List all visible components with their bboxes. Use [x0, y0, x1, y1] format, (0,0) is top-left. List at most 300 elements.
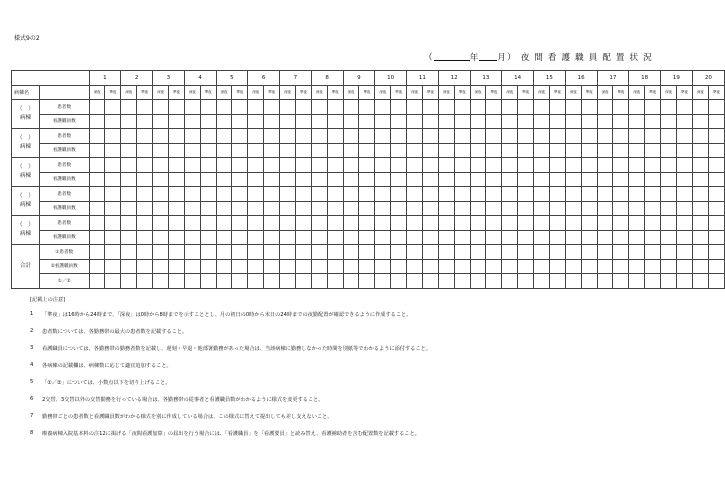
- data-cell[interactable]: [534, 201, 550, 216]
- data-cell[interactable]: [708, 245, 724, 260]
- data-cell[interactable]: [581, 158, 597, 173]
- data-cell[interactable]: [692, 274, 708, 289]
- data-cell[interactable]: [613, 129, 629, 144]
- data-cell[interactable]: [486, 245, 502, 260]
- data-cell[interactable]: [565, 201, 581, 216]
- data-cell[interactable]: [137, 245, 153, 260]
- data-cell[interactable]: [534, 274, 550, 289]
- data-cell[interactable]: [486, 114, 502, 129]
- data-cell[interactable]: [391, 158, 407, 173]
- data-cell[interactable]: [629, 274, 645, 289]
- data-cell[interactable]: [327, 216, 343, 231]
- data-cell[interactable]: [470, 143, 486, 158]
- data-cell[interactable]: [676, 216, 692, 231]
- data-cell[interactable]: [264, 274, 280, 289]
- data-cell[interactable]: [89, 100, 105, 115]
- data-cell[interactable]: [407, 216, 423, 231]
- data-cell[interactable]: [311, 245, 327, 260]
- data-cell[interactable]: [248, 216, 264, 231]
- data-cell[interactable]: [629, 216, 645, 231]
- data-cell[interactable]: [708, 230, 724, 245]
- data-cell[interactable]: [137, 230, 153, 245]
- data-cell[interactable]: [645, 230, 661, 245]
- data-cell[interactable]: [200, 158, 216, 173]
- data-cell[interactable]: [121, 187, 137, 202]
- data-cell[interactable]: [676, 274, 692, 289]
- data-cell[interactable]: [375, 230, 391, 245]
- data-cell[interactable]: [375, 172, 391, 187]
- data-cell[interactable]: [676, 100, 692, 115]
- data-cell[interactable]: [549, 216, 565, 231]
- data-cell[interactable]: [454, 100, 470, 115]
- data-cell[interactable]: [311, 114, 327, 129]
- data-cell[interactable]: [645, 143, 661, 158]
- data-cell[interactable]: [153, 158, 169, 173]
- data-cell[interactable]: [184, 201, 200, 216]
- data-cell[interactable]: [359, 114, 375, 129]
- data-cell[interactable]: [264, 230, 280, 245]
- data-cell[interactable]: [200, 172, 216, 187]
- data-cell[interactable]: [137, 158, 153, 173]
- data-cell[interactable]: [549, 114, 565, 129]
- data-cell[interactable]: [708, 187, 724, 202]
- data-cell[interactable]: [295, 114, 311, 129]
- data-cell[interactable]: [438, 201, 454, 216]
- data-cell[interactable]: [311, 230, 327, 245]
- data-cell[interactable]: [645, 245, 661, 260]
- data-cell[interactable]: [422, 172, 438, 187]
- data-cell[interactable]: [454, 201, 470, 216]
- data-cell[interactable]: [676, 158, 692, 173]
- data-cell[interactable]: [311, 216, 327, 231]
- data-cell[interactable]: [486, 259, 502, 274]
- data-cell[interactable]: [200, 201, 216, 216]
- data-cell[interactable]: [153, 143, 169, 158]
- data-cell[interactable]: [676, 201, 692, 216]
- data-cell[interactable]: [422, 216, 438, 231]
- data-cell[interactable]: [168, 129, 184, 144]
- data-cell[interactable]: [549, 100, 565, 115]
- data-cell[interactable]: [295, 129, 311, 144]
- data-cell[interactable]: [311, 201, 327, 216]
- data-cell[interactable]: [549, 143, 565, 158]
- data-cell[interactable]: [454, 259, 470, 274]
- data-cell[interactable]: [438, 187, 454, 202]
- data-cell[interactable]: [216, 158, 232, 173]
- data-cell[interactable]: [375, 100, 391, 115]
- data-cell[interactable]: [248, 172, 264, 187]
- data-cell[interactable]: [168, 114, 184, 129]
- data-cell[interactable]: [153, 259, 169, 274]
- data-cell[interactable]: [581, 129, 597, 144]
- data-cell[interactable]: [311, 187, 327, 202]
- data-cell[interactable]: [105, 259, 121, 274]
- data-cell[interactable]: [248, 187, 264, 202]
- data-cell[interactable]: [470, 100, 486, 115]
- data-cell[interactable]: [470, 216, 486, 231]
- data-cell[interactable]: [137, 259, 153, 274]
- data-cell[interactable]: [89, 114, 105, 129]
- data-cell[interactable]: [407, 158, 423, 173]
- data-cell[interactable]: [232, 216, 248, 231]
- data-cell[interactable]: [597, 187, 613, 202]
- data-cell[interactable]: [137, 100, 153, 115]
- data-cell[interactable]: [422, 143, 438, 158]
- data-cell[interactable]: [343, 143, 359, 158]
- data-cell[interactable]: [692, 259, 708, 274]
- data-cell[interactable]: [534, 187, 550, 202]
- data-cell[interactable]: [105, 158, 121, 173]
- data-cell[interactable]: [327, 158, 343, 173]
- data-cell[interactable]: [645, 187, 661, 202]
- data-cell[interactable]: [422, 129, 438, 144]
- data-cell[interactable]: [645, 114, 661, 129]
- data-cell[interactable]: [454, 172, 470, 187]
- data-cell[interactable]: [454, 143, 470, 158]
- data-cell[interactable]: [581, 143, 597, 158]
- data-cell[interactable]: [105, 187, 121, 202]
- data-cell[interactable]: [295, 259, 311, 274]
- data-cell[interactable]: [549, 245, 565, 260]
- data-cell[interactable]: [200, 187, 216, 202]
- data-cell[interactable]: [645, 172, 661, 187]
- data-cell[interactable]: [438, 230, 454, 245]
- data-cell[interactable]: [565, 245, 581, 260]
- data-cell[interactable]: [502, 230, 518, 245]
- data-cell[interactable]: [184, 259, 200, 274]
- data-cell[interactable]: [470, 245, 486, 260]
- data-cell[interactable]: [676, 143, 692, 158]
- data-cell[interactable]: [518, 114, 534, 129]
- data-cell[interactable]: [502, 158, 518, 173]
- data-cell[interactable]: [581, 100, 597, 115]
- data-cell[interactable]: [327, 129, 343, 144]
- data-cell[interactable]: [581, 245, 597, 260]
- data-cell[interactable]: [375, 114, 391, 129]
- data-cell[interactable]: [184, 172, 200, 187]
- data-cell[interactable]: [407, 100, 423, 115]
- data-cell[interactable]: [422, 158, 438, 173]
- data-cell[interactable]: [121, 245, 137, 260]
- data-cell[interactable]: [375, 129, 391, 144]
- data-cell[interactable]: [200, 230, 216, 245]
- data-cell[interactable]: [391, 245, 407, 260]
- data-cell[interactable]: [153, 172, 169, 187]
- data-cell[interactable]: [359, 245, 375, 260]
- data-cell[interactable]: [216, 172, 232, 187]
- data-cell[interactable]: [565, 172, 581, 187]
- data-cell[interactable]: [645, 100, 661, 115]
- data-cell[interactable]: [518, 216, 534, 231]
- data-cell[interactable]: [153, 274, 169, 289]
- data-cell[interactable]: [565, 259, 581, 274]
- data-cell[interactable]: [105, 216, 121, 231]
- data-cell[interactable]: [295, 172, 311, 187]
- data-cell[interactable]: [137, 274, 153, 289]
- data-cell[interactable]: [232, 259, 248, 274]
- data-cell[interactable]: [359, 100, 375, 115]
- data-cell[interactable]: [280, 129, 296, 144]
- data-cell[interactable]: [407, 143, 423, 158]
- data-cell[interactable]: [581, 172, 597, 187]
- data-cell[interactable]: [565, 158, 581, 173]
- data-cell[interactable]: [597, 259, 613, 274]
- data-cell[interactable]: [708, 201, 724, 216]
- data-cell[interactable]: [121, 129, 137, 144]
- data-cell[interactable]: [280, 158, 296, 173]
- data-cell[interactable]: [391, 201, 407, 216]
- data-cell[interactable]: [629, 201, 645, 216]
- data-cell[interactable]: [327, 274, 343, 289]
- data-cell[interactable]: [645, 216, 661, 231]
- data-cell[interactable]: [264, 245, 280, 260]
- data-cell[interactable]: [153, 129, 169, 144]
- data-cell[interactable]: [407, 187, 423, 202]
- data-cell[interactable]: [121, 114, 137, 129]
- data-cell[interactable]: [200, 259, 216, 274]
- data-cell[interactable]: [391, 129, 407, 144]
- data-cell[interactable]: [676, 172, 692, 187]
- data-cell[interactable]: [581, 259, 597, 274]
- data-cell[interactable]: [661, 274, 677, 289]
- data-cell[interactable]: [216, 245, 232, 260]
- data-cell[interactable]: [295, 158, 311, 173]
- data-cell[interactable]: [597, 245, 613, 260]
- data-cell[interactable]: [280, 172, 296, 187]
- data-cell[interactable]: [518, 100, 534, 115]
- data-cell[interactable]: [534, 100, 550, 115]
- data-cell[interactable]: [438, 172, 454, 187]
- data-cell[interactable]: [391, 100, 407, 115]
- data-cell[interactable]: [676, 259, 692, 274]
- data-cell[interactable]: [359, 259, 375, 274]
- data-cell[interactable]: [200, 143, 216, 158]
- data-cell[interactable]: [454, 245, 470, 260]
- data-cell[interactable]: [89, 216, 105, 231]
- data-cell[interactable]: [613, 158, 629, 173]
- data-cell[interactable]: [661, 129, 677, 144]
- data-cell[interactable]: [264, 100, 280, 115]
- data-cell[interactable]: [597, 172, 613, 187]
- data-cell[interactable]: [375, 201, 391, 216]
- data-cell[interactable]: [692, 230, 708, 245]
- data-cell[interactable]: [153, 216, 169, 231]
- data-cell[interactable]: [311, 158, 327, 173]
- data-cell[interactable]: [661, 100, 677, 115]
- ward-name-cell[interactable]: [12, 216, 40, 245]
- data-cell[interactable]: [264, 129, 280, 144]
- data-cell[interactable]: [327, 187, 343, 202]
- data-cell[interactable]: [549, 187, 565, 202]
- data-cell[interactable]: [375, 158, 391, 173]
- data-cell[interactable]: [565, 143, 581, 158]
- data-cell[interactable]: [597, 129, 613, 144]
- data-cell[interactable]: [137, 114, 153, 129]
- data-cell[interactable]: [153, 201, 169, 216]
- data-cell[interactable]: [184, 114, 200, 129]
- data-cell[interactable]: [327, 114, 343, 129]
- data-cell[interactable]: [343, 259, 359, 274]
- data-cell[interactable]: [629, 158, 645, 173]
- data-cell[interactable]: [264, 158, 280, 173]
- data-cell[interactable]: [89, 143, 105, 158]
- data-cell[interactable]: [280, 100, 296, 115]
- data-cell[interactable]: [184, 245, 200, 260]
- data-cell[interactable]: [661, 230, 677, 245]
- data-cell[interactable]: [121, 100, 137, 115]
- data-cell[interactable]: [121, 274, 137, 289]
- data-cell[interactable]: [502, 201, 518, 216]
- data-cell[interactable]: [137, 187, 153, 202]
- data-cell[interactable]: [359, 172, 375, 187]
- data-cell[interactable]: [597, 216, 613, 231]
- data-cell[interactable]: [248, 201, 264, 216]
- data-cell[interactable]: [470, 230, 486, 245]
- data-cell[interactable]: [89, 245, 105, 260]
- data-cell[interactable]: [264, 114, 280, 129]
- data-cell[interactable]: [280, 274, 296, 289]
- data-cell[interactable]: [692, 114, 708, 129]
- data-cell[interactable]: [105, 201, 121, 216]
- data-cell[interactable]: [248, 158, 264, 173]
- data-cell[interactable]: [470, 129, 486, 144]
- data-cell[interactable]: [613, 172, 629, 187]
- data-cell[interactable]: [407, 114, 423, 129]
- data-cell[interactable]: [661, 187, 677, 202]
- data-cell[interactable]: [629, 172, 645, 187]
- data-cell[interactable]: [343, 158, 359, 173]
- data-cell[interactable]: [137, 129, 153, 144]
- data-cell[interactable]: [184, 187, 200, 202]
- data-cell[interactable]: [327, 172, 343, 187]
- data-cell[interactable]: [391, 143, 407, 158]
- data-cell[interactable]: [661, 245, 677, 260]
- data-cell[interactable]: [565, 114, 581, 129]
- data-cell[interactable]: [89, 230, 105, 245]
- data-cell[interactable]: [597, 114, 613, 129]
- data-cell[interactable]: [359, 230, 375, 245]
- data-cell[interactable]: [454, 129, 470, 144]
- data-cell[interactable]: [89, 129, 105, 144]
- data-cell[interactable]: [232, 114, 248, 129]
- data-cell[interactable]: [486, 100, 502, 115]
- data-cell[interactable]: [486, 230, 502, 245]
- data-cell[interactable]: [502, 172, 518, 187]
- data-cell[interactable]: [407, 259, 423, 274]
- data-cell[interactable]: [708, 100, 724, 115]
- data-cell[interactable]: [391, 187, 407, 202]
- data-cell[interactable]: [549, 259, 565, 274]
- data-cell[interactable]: [438, 158, 454, 173]
- data-cell[interactable]: [89, 172, 105, 187]
- data-cell[interactable]: [708, 129, 724, 144]
- data-cell[interactable]: [311, 274, 327, 289]
- data-cell[interactable]: [502, 259, 518, 274]
- data-cell[interactable]: [486, 158, 502, 173]
- data-cell[interactable]: [470, 172, 486, 187]
- data-cell[interactable]: [692, 158, 708, 173]
- data-cell[interactable]: [248, 274, 264, 289]
- data-cell[interactable]: [89, 158, 105, 173]
- data-cell[interactable]: [454, 274, 470, 289]
- data-cell[interactable]: [613, 201, 629, 216]
- data-cell[interactable]: [422, 114, 438, 129]
- data-cell[interactable]: [565, 187, 581, 202]
- data-cell[interactable]: [407, 274, 423, 289]
- data-cell[interactable]: [343, 187, 359, 202]
- data-cell[interactable]: [232, 172, 248, 187]
- data-cell[interactable]: [105, 172, 121, 187]
- data-cell[interactable]: [359, 143, 375, 158]
- data-cell[interactable]: [295, 245, 311, 260]
- data-cell[interactable]: [692, 187, 708, 202]
- data-cell[interactable]: [375, 143, 391, 158]
- data-cell[interactable]: [486, 274, 502, 289]
- data-cell[interactable]: [153, 230, 169, 245]
- data-cell[interactable]: [518, 158, 534, 173]
- data-cell[interactable]: [486, 172, 502, 187]
- data-cell[interactable]: [153, 100, 169, 115]
- data-cell[interactable]: [264, 143, 280, 158]
- data-cell[interactable]: [518, 201, 534, 216]
- data-cell[interactable]: [311, 172, 327, 187]
- data-cell[interactable]: [486, 143, 502, 158]
- data-cell[interactable]: [137, 143, 153, 158]
- data-cell[interactable]: [168, 143, 184, 158]
- data-cell[interactable]: [232, 100, 248, 115]
- data-cell[interactable]: [216, 114, 232, 129]
- data-cell[interactable]: [676, 129, 692, 144]
- data-cell[interactable]: [407, 230, 423, 245]
- data-cell[interactable]: [375, 245, 391, 260]
- data-cell[interactable]: [295, 230, 311, 245]
- data-cell[interactable]: [121, 216, 137, 231]
- data-cell[interactable]: [407, 129, 423, 144]
- data-cell[interactable]: [534, 158, 550, 173]
- data-cell[interactable]: [549, 274, 565, 289]
- data-cell[interactable]: [613, 245, 629, 260]
- data-cell[interactable]: [232, 187, 248, 202]
- data-cell[interactable]: [327, 100, 343, 115]
- data-cell[interactable]: [168, 230, 184, 245]
- data-cell[interactable]: [629, 187, 645, 202]
- data-cell[interactable]: [232, 129, 248, 144]
- data-cell[interactable]: [661, 143, 677, 158]
- data-cell[interactable]: [311, 100, 327, 115]
- data-cell[interactable]: [105, 114, 121, 129]
- data-cell[interactable]: [295, 274, 311, 289]
- data-cell[interactable]: [280, 201, 296, 216]
- data-cell[interactable]: [407, 245, 423, 260]
- data-cell[interactable]: [422, 274, 438, 289]
- data-cell[interactable]: [248, 100, 264, 115]
- data-cell[interactable]: [216, 259, 232, 274]
- data-cell[interactable]: [105, 143, 121, 158]
- data-cell[interactable]: [502, 143, 518, 158]
- data-cell[interactable]: [248, 230, 264, 245]
- data-cell[interactable]: [216, 216, 232, 231]
- data-cell[interactable]: [232, 201, 248, 216]
- data-cell[interactable]: [375, 259, 391, 274]
- data-cell[interactable]: [661, 114, 677, 129]
- data-cell[interactable]: [200, 274, 216, 289]
- data-cell[interactable]: [565, 274, 581, 289]
- data-cell[interactable]: [359, 158, 375, 173]
- data-cell[interactable]: [613, 100, 629, 115]
- data-cell[interactable]: [597, 158, 613, 173]
- data-cell[interactable]: [89, 201, 105, 216]
- data-cell[interactable]: [534, 245, 550, 260]
